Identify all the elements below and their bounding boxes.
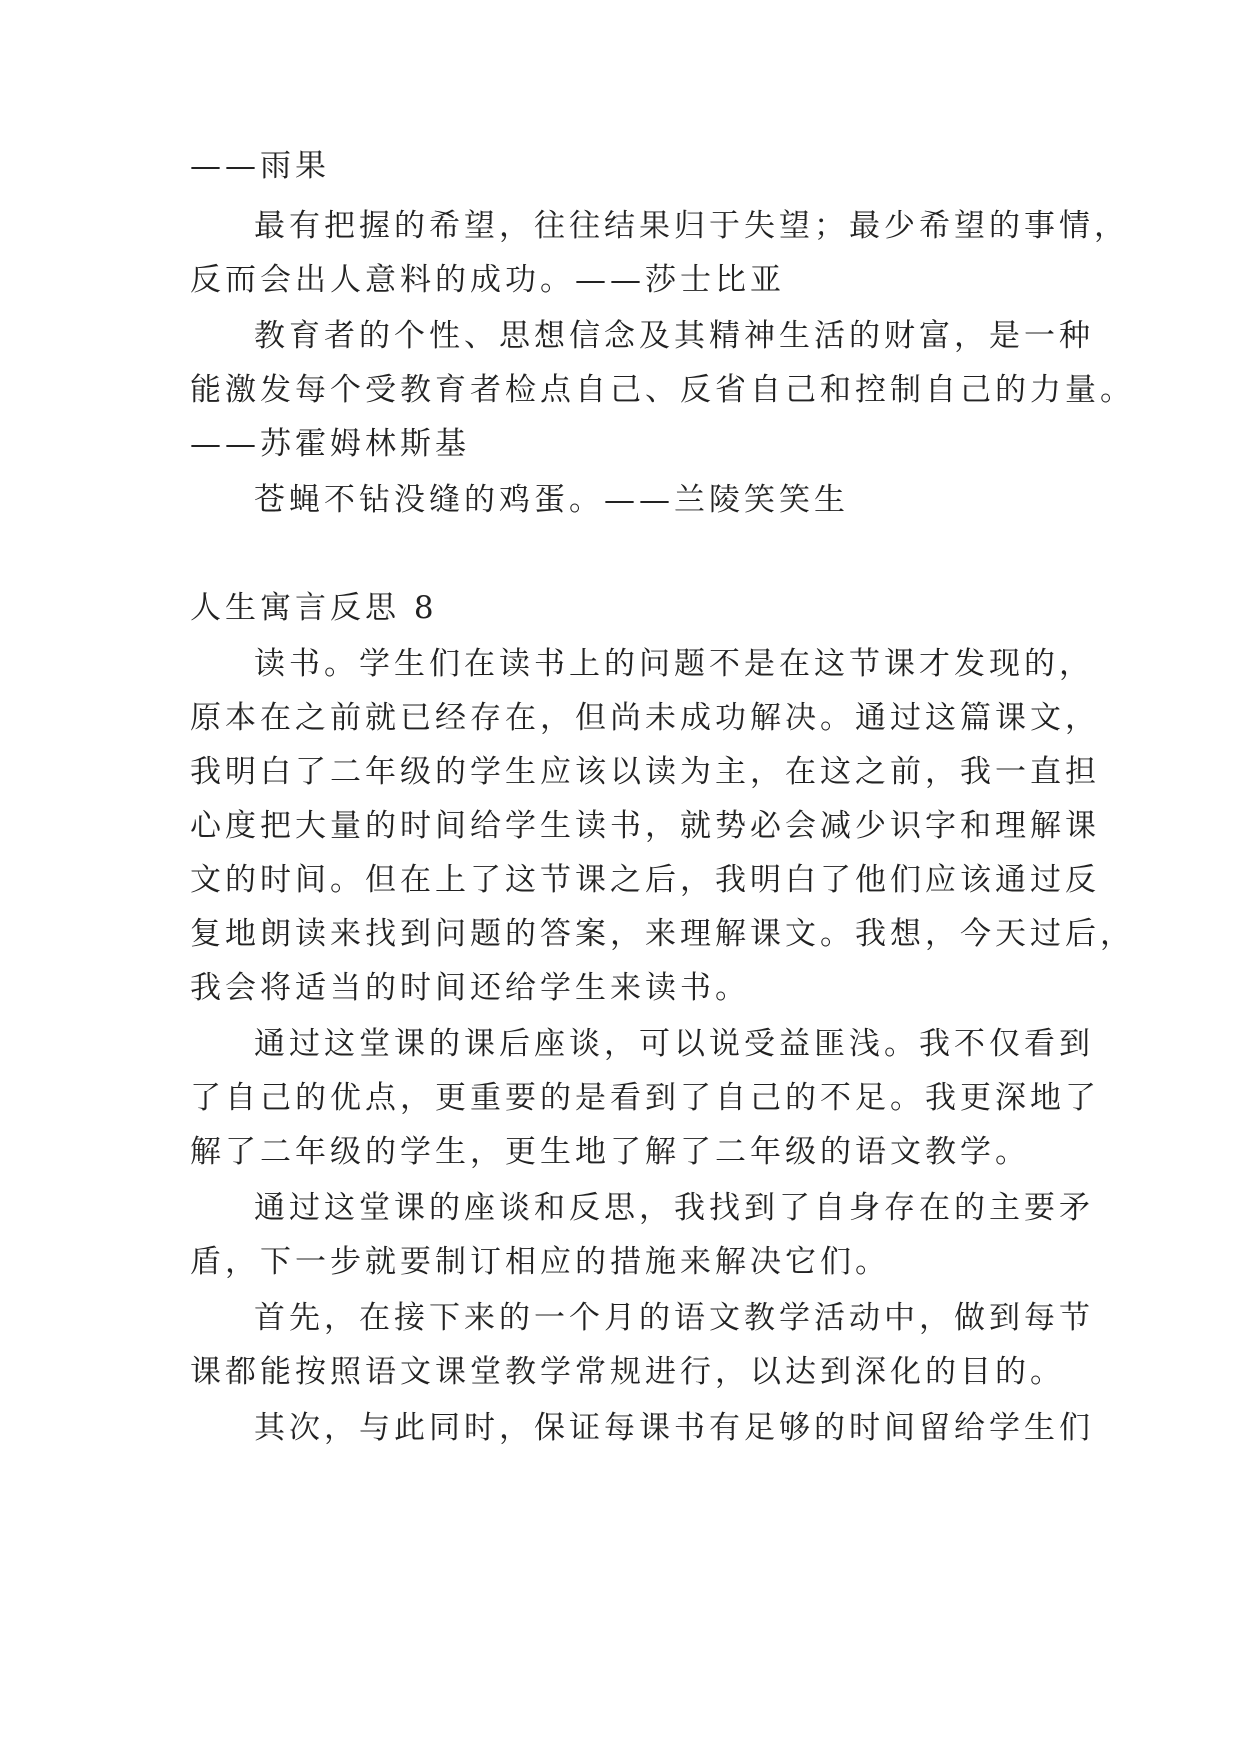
- paragraph-1-line-5: 文的时间。但在上了这节课之后，我明白了他们应该通过反: [190, 862, 1100, 898]
- paragraph-4-line-1: 首先，在接下来的一个月的语文教学活动中，做到每节: [254, 1300, 1094, 1336]
- quote-sukhomlinsky-line-2: 能激发每个受教育者检点自己、反省自己和控制自己的力量。: [190, 372, 1135, 408]
- paragraph-1-line-1: 读书。学生们在读书上的问题不是在这节课才发现的，: [254, 646, 1094, 682]
- paragraph-4-line-2: 课都能按照语文课堂教学常规进行，以达到深化的目的。: [190, 1354, 1065, 1390]
- paragraph-1-line-4: 心度把大量的时间给学生读书，就势必会减少识字和理解课: [190, 808, 1100, 844]
- quote-shakespeare-line-1: 最有把握的希望，往往结果归于失望；最少希望的事情，: [254, 208, 1129, 244]
- paragraph-1-line-6: 复地朗读来找到问题的答案，来理解课文。我想，今天过后，: [190, 916, 1135, 952]
- quote-attribution-sukhomlinsky: ——苏霍姆林斯基: [190, 426, 470, 462]
- quote-sukhomlinsky-line-1: 教育者的个性、思想信念及其精神生活的财富，是一种: [254, 318, 1094, 354]
- paragraph-1-line-7: 我会将适当的时间还给学生来读书。: [190, 970, 750, 1006]
- quote-shakespeare-line-2: 反而会出人意料的成功。——莎士比亚: [190, 262, 785, 298]
- section-heading: 人生寓言反思 8: [190, 590, 438, 626]
- quote-lanling: 苍蝇不钻没缝的鸡蛋。——兰陵笑笑生: [254, 482, 849, 518]
- quote-attribution-hugo: ——雨果: [190, 148, 330, 184]
- paragraph-1-line-2: 原本在之前就已经存在，但尚未成功解决。通过这篇课文，: [190, 700, 1100, 736]
- paragraph-2-line-1: 通过这堂课的课后座谈，可以说受益匪浅。我不仅看到: [254, 1026, 1094, 1062]
- paragraph-3-line-2: 盾，下一步就要制订相应的措施来解决它们。: [190, 1244, 890, 1280]
- paragraph-5-line-1: 其次，与此同时，保证每课书有足够的时间留给学生们: [254, 1410, 1094, 1446]
- paragraph-3-line-1: 通过这堂课的座谈和反思，我找到了自身存在的主要矛: [254, 1190, 1094, 1226]
- paragraph-2-line-2: 了自己的优点，更重要的是看到了自己的不足。我更深地了: [190, 1080, 1100, 1116]
- paragraph-1-line-3: 我明白了二年级的学生应该以读为主，在这之前，我一直担: [190, 754, 1100, 790]
- paragraph-2-line-3: 解了二年级的学生，更生地了解了二年级的语文教学。: [190, 1134, 1030, 1170]
